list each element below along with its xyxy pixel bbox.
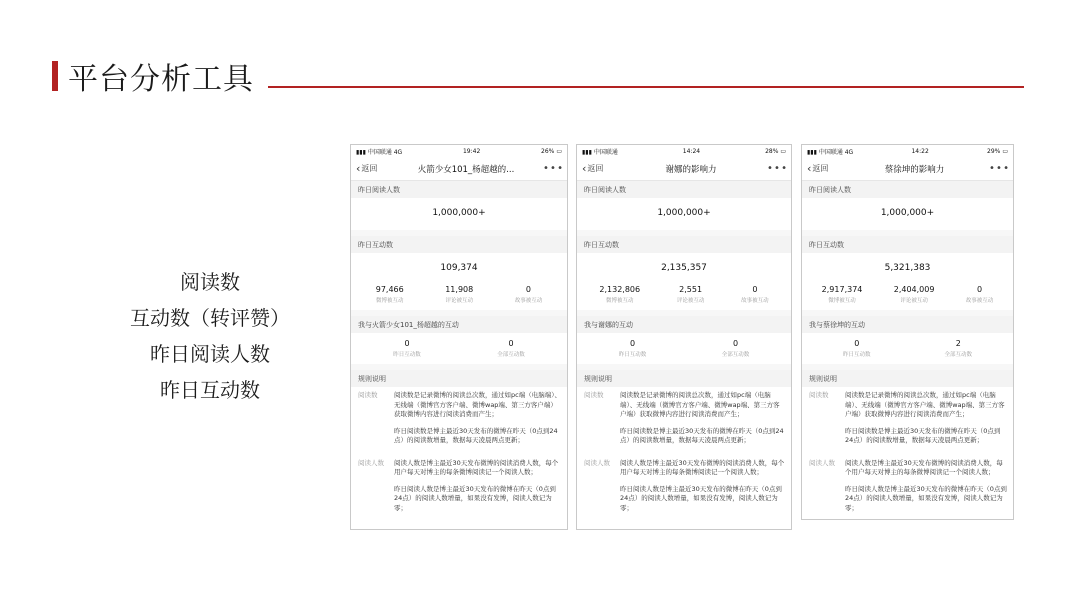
rules-list	[351, 387, 567, 520]
interact-header: 昨日互动数	[351, 236, 567, 253]
slide-title	[52, 56, 254, 96]
rule-paragraph: 昨日阅读数是博主最近30天发布的微博在昨天（0点到24点）的阅读数增量，数据每天凌晨两点更新；	[845, 426, 1001, 444]
nav-title: 谢娜的影响力	[665, 164, 717, 175]
rule-paragraph: 昨日阅读数是博主最近30天发布的微博在昨天（0点到24点）的阅读数增量，数据每天凌晨两点更新；	[394, 426, 558, 444]
rule-text	[620, 459, 786, 521]
keyword-item: 互动数（转评赞）	[130, 306, 290, 330]
mutual-breakdown	[351, 333, 567, 364]
phone-screenshot-3	[801, 144, 1014, 520]
stat-item: 97,466 微博被互动	[375, 285, 404, 304]
rule-text	[620, 391, 786, 453]
chevron-left-icon: ‹	[356, 162, 361, 175]
stat-item: 2,917,374 微博被互动	[821, 285, 863, 304]
mutual-header: 我与火箭少女101_杨超越的互动	[351, 316, 567, 333]
rule-text	[845, 391, 1008, 453]
keyword-item: 昨日互动数	[160, 378, 260, 402]
status-time: 14:24	[682, 147, 701, 155]
rule-row	[809, 391, 1008, 453]
rule-paragraph: 阅读人数是博主最近30天发布微博的阅读消费人数，每个用户每天对博主的每条微博阅读记一个阅读人数；	[845, 458, 1003, 476]
phone-screenshot-2	[576, 144, 792, 530]
stat-item: 11,908 评论被互动	[445, 285, 474, 304]
status-battery: 26% ▭	[541, 147, 562, 155]
mutual-header: 我与谢娜的互动	[577, 316, 791, 333]
back-label: 返回	[812, 164, 829, 173]
nav-title: 蔡徐坤的影响力	[884, 164, 945, 175]
back-label: 返回	[587, 164, 604, 173]
signal-icon: ▮▮▮	[582, 148, 594, 156]
rule-paragraph: 阅读人数是博主最近30天发布微博的阅读消费人数，每个用户每天对博主的每条微博阅读记一个阅读人数；	[394, 458, 559, 476]
stat-item: 0 昨日互动数	[393, 339, 421, 358]
status-carrier: ▮▮▮ 中国联通 4G	[356, 148, 403, 156]
battery-icon: ▭	[780, 147, 786, 155]
more-icon[interactable]: • • •	[542, 163, 562, 174]
stat-item: 2,551 评论被互动	[676, 285, 705, 304]
rule-paragraph: 昨日阅读数是博主最近30天发布的微博在昨天（0点到24点）的阅读数增量，数据每天凌晨两点更新；	[620, 426, 784, 444]
nav-title: 火箭少女101_杨超越的...	[417, 164, 515, 175]
mutual-breakdown	[577, 333, 791, 364]
keyword-item: 昨日阅读人数	[150, 342, 270, 366]
chevron-left-icon: ‹	[807, 162, 812, 175]
mutual-breakdown	[802, 333, 1013, 364]
mutual-header: 我与蔡徐坤的互动	[802, 316, 1013, 333]
rule-paragraph: 阅读数是记录微博的阅读总次数，通过如pc端（电脑端）、无线端（微博官方客户端、微博wap端、第三方客户端）获取微博内容进行阅读消费而产生；	[394, 391, 561, 418]
back-button[interactable]	[807, 163, 841, 174]
rules-header: 规则说明	[577, 370, 791, 387]
rule-key: 阅读数	[358, 391, 378, 399]
rule-row	[584, 391, 786, 453]
back-label: 返回	[361, 164, 378, 173]
stat-item: 0 故事被互动	[514, 285, 543, 304]
phone-screenshot-1	[350, 144, 568, 530]
title-divider	[268, 86, 1024, 88]
rule-paragraph: 阅读数是记录微博的阅读总次数，通过如pc端（电脑端）、无线端（微博官方客户端、微博wap端、第三方客户端）获取微博内容进行阅读消费而产生；	[845, 391, 1005, 418]
rule-key: 阅读数	[584, 391, 604, 399]
battery-icon: ▭	[556, 147, 562, 155]
rule-paragraph: 昨日阅读人数是博主最近30天发布的微博在昨天（0点到24点）的阅读人数增量，如果没有发博，阅读人数记为零；	[394, 484, 556, 512]
more-icon[interactable]: • • •	[988, 163, 1008, 174]
status-time: 14:22	[911, 147, 929, 155]
interact-value: 109,374	[440, 263, 478, 273]
read-header: 昨日阅读人数	[802, 181, 1013, 198]
rule-key: 阅读人数	[809, 458, 835, 467]
interact-breakdown	[577, 285, 791, 310]
status-carrier: ▮▮▮ 中国联通 4G	[807, 148, 854, 156]
nav-bar	[802, 157, 1013, 181]
read-value: 1,000,000+	[880, 208, 935, 218]
more-icon[interactable]: • • •	[766, 163, 786, 174]
rule-row	[809, 459, 1008, 521]
rule-key: 阅读人数	[358, 458, 384, 467]
rule-paragraph: 昨日阅读人数是博主最近30天发布的微博在昨天（0点到24点）的阅读人数增量，如果没有发博，阅读人数记为零；	[620, 484, 782, 512]
chevron-left-icon: ‹	[582, 162, 587, 175]
interact-value: 5,321,383	[884, 263, 931, 273]
status-battery: 28% ▭	[765, 147, 786, 155]
back-button[interactable]	[582, 163, 616, 174]
rule-text	[845, 459, 1008, 521]
rule-paragraph: 阅读人数是博主最近30天发布微博的阅读消费人数，每个用户每天对博主的每条微博阅读记一个阅读人数；	[620, 458, 785, 476]
nav-bar	[351, 157, 567, 181]
signal-icon: ▮▮▮	[356, 148, 368, 156]
rule-text	[394, 391, 562, 453]
rule-paragraph: 阅读数是记录微博的阅读总次数，通过如pc端（电脑端）、无线端（微博官方客户端、微博wap端、第三方客户端）获取微博内容进行阅读消费而产生；	[620, 391, 780, 418]
stat-item: 0 昨日互动数	[842, 339, 871, 358]
keyword-list	[110, 264, 310, 408]
rule-row	[584, 459, 786, 521]
status-bar	[802, 145, 1013, 157]
rules-list	[802, 387, 1013, 520]
status-bar	[351, 145, 567, 157]
rules-header: 规则说明	[351, 370, 567, 387]
interact-value: 2,135,357	[661, 263, 707, 273]
interact-header: 昨日互动数	[577, 236, 791, 253]
rule-key: 阅读数	[809, 391, 829, 399]
status-battery: 29% ▭	[987, 147, 1008, 155]
rule-row	[358, 391, 562, 453]
stat-item: 0 故事被互动	[741, 285, 769, 304]
read-value: 1,000,000+	[432, 208, 486, 218]
signal-icon: ▮▮▮	[807, 148, 819, 156]
stat-item: 0 全部互动数	[721, 339, 750, 358]
rule-paragraph: 昨日阅读人数是博主最近30天发布的微博在昨天（0点到24点）的阅读人数增量，如果没有发博，阅读人数记为零；	[845, 484, 1007, 512]
read-header: 昨日阅读人数	[351, 181, 567, 198]
stat-item: 2,404,009 评论被互动	[893, 285, 935, 304]
stat-item: 0 故事被互动	[965, 285, 994, 304]
back-button[interactable]	[356, 163, 390, 174]
read-header: 昨日阅读人数	[577, 181, 791, 198]
interact-breakdown	[351, 285, 567, 310]
interact-breakdown	[802, 285, 1013, 310]
rule-row	[358, 459, 562, 521]
rule-text	[394, 459, 562, 521]
battery-icon: ▭	[1002, 147, 1008, 155]
page-title: 平台分析工具	[68, 62, 254, 97]
rule-key: 阅读人数	[584, 458, 610, 467]
stat-item: 0 昨日互动数	[618, 339, 647, 358]
rules-list	[577, 387, 791, 520]
stat-item: 0 全部互动数	[497, 339, 525, 358]
interact-header: 昨日互动数	[802, 236, 1013, 253]
stat-item: 2 全部互动数	[944, 339, 972, 358]
rules-header: 规则说明	[802, 370, 1013, 387]
keyword-item: 阅读数	[180, 270, 240, 294]
status-bar	[577, 145, 791, 157]
stat-item: 2,132,806 微博被互动	[599, 285, 641, 304]
status-carrier: ▮▮▮ 中国联通	[582, 148, 618, 156]
nav-bar	[577, 157, 791, 181]
read-value: 1,000,000+	[657, 208, 711, 218]
status-time: 19:42	[462, 147, 481, 155]
title-accent-bar	[52, 61, 58, 91]
